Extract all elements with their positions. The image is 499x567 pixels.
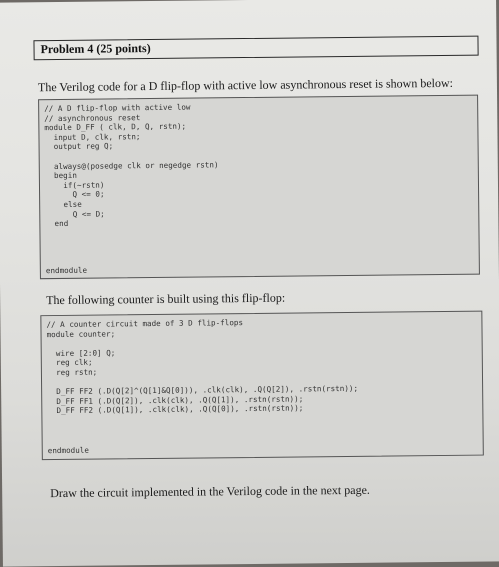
code-line: module counter;: [46, 329, 115, 339]
code-line: wire [2:0] Q;: [47, 348, 116, 358]
code-line: // A counter circuit made of 3 D flip-flops: [46, 318, 243, 329]
code-line: // A D flip-flop with active low: [44, 103, 190, 114]
dff-code-box: [38, 95, 480, 280]
dff-code-endmodule: endmodule: [46, 266, 87, 275]
code-line: // asynchronous reset: [44, 113, 140, 123]
code-line: output reg Q;: [45, 142, 114, 152]
code-line: module D_FF ( clk, D, Q, rstn);: [44, 122, 186, 132]
code-line: else: [45, 200, 82, 209]
counter-code: [46, 317, 358, 416]
code-line: Q <= 0;: [45, 190, 105, 200]
counter-code-endmodule: endmodule: [48, 446, 89, 455]
code-line: always@(posedge clk or negedge rstn): [45, 160, 219, 171]
code-line: reg rstn;: [47, 368, 97, 378]
code-line: D_FF FF2 (.D(Q[2]^(Q[1]&Q[0])), .clk(clk), .Q(Q[2]), .rstn(rstn));: [47, 384, 358, 396]
intro-text: The Verilog code for a D flip-flop with active low asynchronous reset is shown below:: [38, 76, 453, 95]
code-line: if(~rstn): [45, 180, 105, 190]
code-line: D_FF FF2 (.D(Q[1]), .clk(clk), .Q(Q[0]), .rstn(rstn));: [47, 404, 303, 416]
code-line: D_FF FF1 (.D(Q[2]), .clk(clk), .Q(Q[1]), .rstn(rstn));: [47, 394, 303, 406]
code-line: begin: [45, 171, 77, 180]
problem-header-box: [33, 36, 478, 61]
dff-code: [44, 102, 219, 229]
counter-code-box: [40, 311, 483, 461]
code-line: Q <= D;: [45, 209, 105, 219]
counter-intro-text: The following counter is built using this flip-flop:: [46, 291, 285, 309]
code-line: input D, clk, rstn;: [44, 132, 140, 142]
problem-title: Problem 4 (25 points): [40, 41, 150, 57]
code-line: end: [45, 219, 68, 228]
question-text: Draw the circuit implemented in the Verilog code in the next page.: [50, 483, 370, 501]
code-line: reg clk;: [47, 358, 93, 367]
